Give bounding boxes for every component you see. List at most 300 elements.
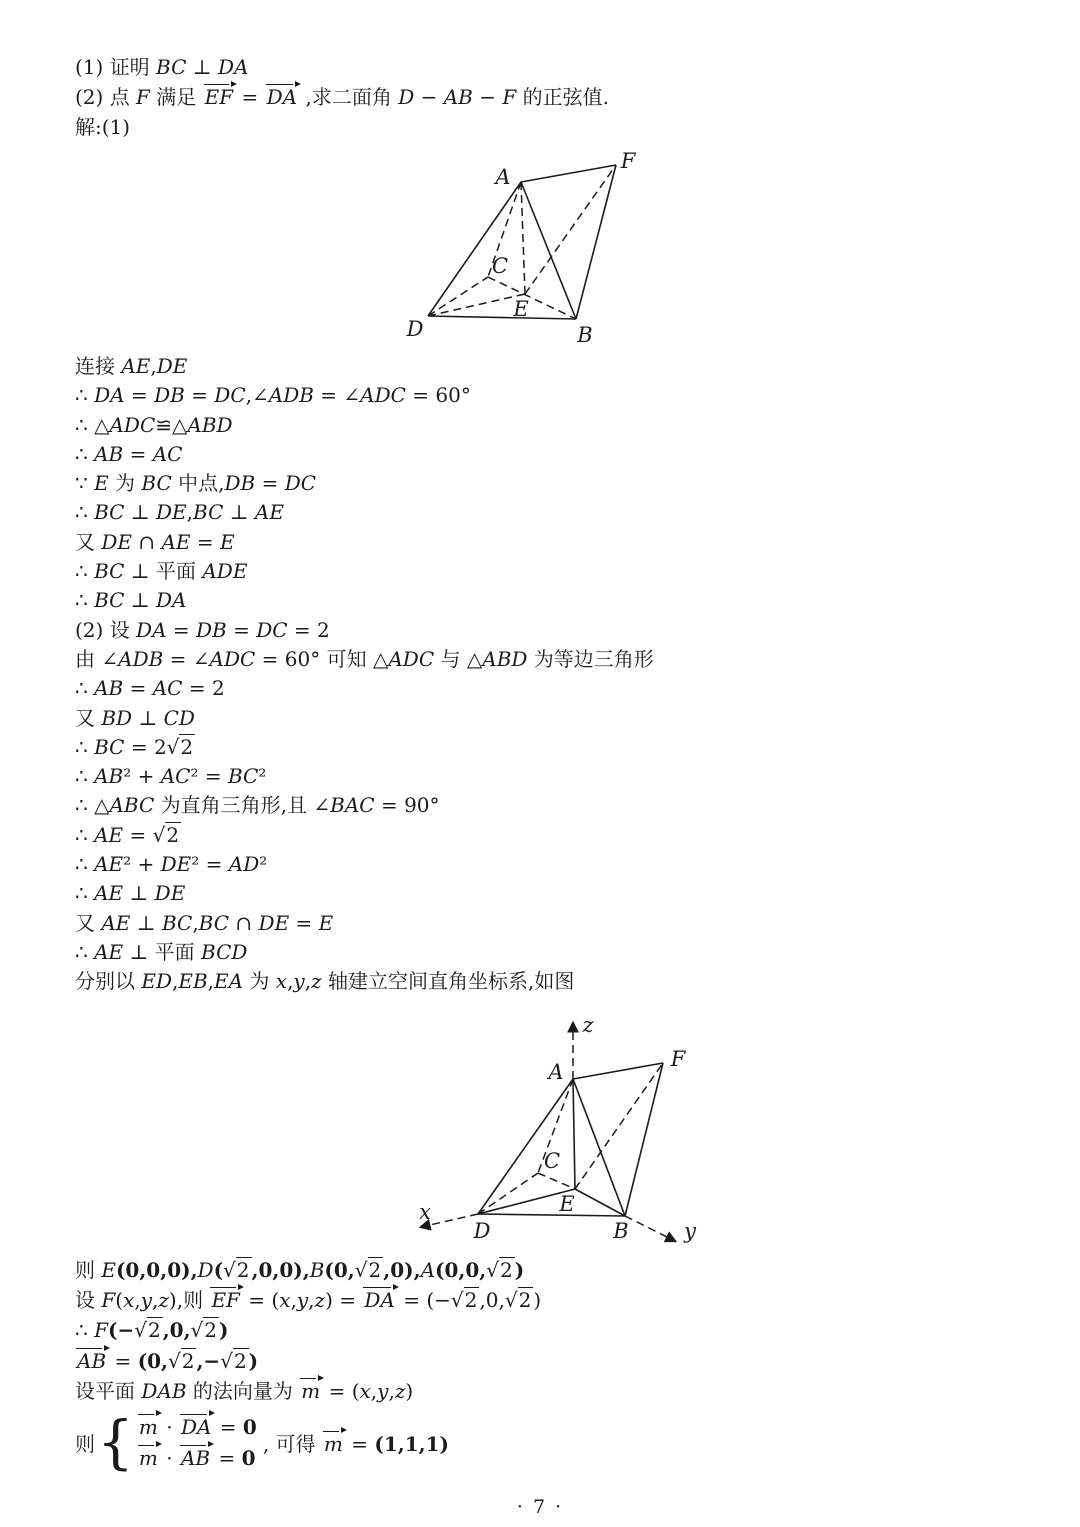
edge-FB: [576, 165, 616, 319]
text-run: ∴: [75, 441, 95, 466]
text-run: =: [123, 676, 153, 701]
vertex-label-C: C: [491, 254, 509, 278]
math-variable: EB: [178, 969, 208, 994]
vertex-label-B: B: [613, 1218, 629, 1243]
math-variable: y: [377, 1379, 389, 1404]
vector-symbol: DA: [364, 1287, 395, 1312]
sqrt-expression: [168, 1348, 196, 1373]
axis-label-z: z: [582, 1012, 594, 1037]
text-run: 为直角三角形,且 ∠: [154, 793, 331, 818]
text-run: ∩: [132, 529, 162, 554]
text-run: (2) 点: [75, 85, 137, 109]
solution-line: [75, 616, 1035, 645]
vector-symbol: AB: [77, 1348, 107, 1373]
solution-line: [75, 528, 1035, 557]
math-variable: AC: [152, 441, 183, 466]
text-run: ): [405, 1379, 414, 1404]
text-run: (1) 证明: [75, 55, 157, 79]
text-run: = 2: [287, 617, 330, 642]
solution-line: [75, 352, 1035, 381]
edge-AE: [521, 182, 525, 294]
vector-symbol: AB: [180, 1445, 211, 1470]
text-run: 又: [75, 910, 102, 935]
edge-EA: [573, 1079, 575, 1189]
sqrt-expression: [191, 1317, 219, 1342]
math-text: (0,: [324, 1257, 355, 1282]
text-run: ) =: [325, 1287, 363, 1312]
system-equation-1: [137, 1415, 257, 1439]
text-run: ),则: [168, 1287, 210, 1312]
solution-line: [75, 645, 1035, 674]
solution-line: [75, 879, 1035, 908]
math-variable: ABD: [482, 646, 528, 671]
text-run: 设: [75, 1287, 102, 1312]
math-text: (0,0,: [435, 1257, 487, 1282]
text-run: ): [533, 1287, 542, 1312]
text-run: ,: [152, 1287, 159, 1312]
text-run: ² =: [191, 852, 229, 877]
text-run: ∴: [75, 676, 95, 701]
text-run: = 90°: [374, 793, 440, 818]
text-run: 满足: [149, 85, 203, 109]
math-variable: y: [296, 1287, 309, 1312]
math-variable: B: [309, 1257, 325, 1282]
text-run: =: [166, 617, 197, 642]
solution-line: [75, 112, 1035, 142]
sqrt-expression: [153, 822, 181, 847]
text-run: ,0,: [479, 1287, 505, 1312]
math-variable: z: [311, 969, 322, 994]
math-variable: y: [140, 1287, 153, 1312]
text-run: = ∠: [313, 383, 361, 408]
vector-symbol: m: [138, 1445, 158, 1470]
text-run: ⊥: [132, 705, 164, 730]
radicand: 2: [368, 1257, 382, 1282]
radical-sign: √: [134, 1318, 147, 1343]
math-variable: BC: [94, 559, 125, 584]
text-run: 连接: [75, 354, 122, 378]
text-run: −: [414, 85, 444, 109]
figure-2-svg: [405, 1007, 705, 1255]
math-variable: DE: [160, 852, 192, 877]
system-equation-2: [137, 1446, 257, 1470]
radical-sign: √: [190, 1318, 204, 1343]
vector-symbol: EF: [204, 85, 234, 109]
text-run: ,: [370, 1379, 378, 1404]
text-run: ·: [159, 1414, 179, 1439]
math-variable: DE: [156, 500, 187, 525]
math-variable: BD: [101, 705, 133, 730]
math-variable: ABC: [109, 793, 155, 818]
text-run: ⊥: [124, 588, 156, 613]
text-run: ∴: [75, 559, 95, 584]
radicand: 2: [518, 1287, 532, 1312]
text-run: ⊥: [223, 500, 255, 525]
vector-symbol: EF: [211, 1287, 240, 1312]
math-variable: AE: [101, 910, 131, 935]
solution-line: [75, 1255, 1035, 1285]
text-run: ∴: [75, 822, 95, 847]
text-run: ,: [134, 1287, 141, 1312]
solution-line: [75, 1315, 1035, 1345]
math-variable: F: [94, 1318, 108, 1343]
figure-1-tetrahedron: [393, 146, 693, 352]
text-run: ,: [287, 969, 294, 994]
math-variable: BC: [94, 588, 125, 613]
text-run: = 60° 可知 △: [255, 646, 389, 671]
math-variable: AC: [152, 676, 183, 701]
math-text: ,0),: [383, 1257, 421, 1282]
system-result: [263, 1428, 449, 1457]
math-text: (: [213, 1257, 224, 1282]
math-variable: ADB: [118, 646, 164, 671]
radicand: 2: [204, 1318, 218, 1343]
solution-line: [75, 850, 1035, 879]
math-text: 0: [242, 1414, 257, 1439]
math-variable: F: [101, 1287, 116, 1312]
radicand: 2: [500, 1257, 513, 1282]
radical-sign: √: [167, 1348, 181, 1373]
math-variable: AE: [161, 529, 191, 554]
text-run: , 可得: [262, 1431, 322, 1456]
text-run: =: [226, 617, 257, 642]
text-run: ,: [207, 969, 215, 994]
edge-AF: [573, 1063, 663, 1079]
text-run: 则: [75, 1257, 102, 1282]
vertex-label-F: F: [670, 1046, 686, 1071]
solution-line: [75, 967, 1035, 996]
text-run: ⊥: [186, 55, 218, 79]
radical-sign: √: [166, 734, 180, 759]
text-run: =: [213, 1414, 243, 1439]
math-variable: AE: [94, 852, 124, 877]
math-variable: AB: [94, 764, 124, 789]
text-run: =: [235, 85, 265, 109]
math-variable: DC: [284, 471, 317, 496]
solution-line: [75, 82, 1035, 112]
text-run: 分别以: [75, 969, 142, 994]
text-run: 为: [108, 471, 142, 496]
math-variable: x: [123, 1287, 135, 1312]
text-run: ²: [259, 852, 268, 877]
text-run: =: [124, 383, 155, 408]
math-variable: E: [220, 529, 235, 554]
text-run: ∴: [75, 939, 95, 964]
math-variable: AD: [228, 852, 260, 877]
text-run: =: [190, 529, 221, 554]
edge-AB: [521, 182, 576, 319]
text-run: ² +: [123, 764, 161, 789]
solution-line: [75, 52, 1035, 82]
text-run: 设平面: [75, 1379, 142, 1404]
text-run: = (: [241, 1287, 280, 1312]
y-axis: [625, 1216, 675, 1241]
text-run: ,: [186, 500, 193, 525]
math-variable: DAB: [141, 1379, 187, 1404]
text-run: = ∠: [163, 646, 210, 671]
sqrt-expression: [355, 1257, 383, 1282]
text-run: 中点,: [171, 471, 225, 496]
vertex-label-D: D: [473, 1218, 491, 1243]
math-variable: DE: [101, 529, 132, 554]
solution-line: [75, 821, 1035, 850]
text-run: = (: [322, 1379, 360, 1404]
math-text: (0,: [137, 1348, 168, 1373]
radical-sign: √: [486, 1257, 499, 1282]
vector-symbol: m: [323, 1431, 343, 1456]
math-variable: z: [394, 1379, 406, 1404]
radical-sign: √: [223, 1257, 236, 1282]
solution-line: [75, 586, 1035, 615]
math-text: ): [514, 1257, 525, 1282]
system-prefix: [75, 1428, 95, 1457]
math-variable: ADC: [360, 383, 406, 408]
radicand: 2: [233, 1348, 247, 1373]
math-variable: AE: [94, 939, 124, 964]
text-run: ∴ △: [75, 793, 110, 818]
math-variable: x: [279, 1287, 291, 1312]
text-run: 为等边三角形: [527, 646, 654, 671]
math-variable: DA: [136, 617, 167, 642]
sqrt-expression: [220, 1348, 248, 1373]
text-run: 则: [75, 1431, 95, 1456]
radical-sign: √: [152, 822, 166, 847]
text-run: ⊥ 平面: [123, 939, 202, 964]
math-variable: DE: [258, 910, 290, 935]
text-run: ,求二面角: [299, 85, 399, 109]
vertex-label-F: F: [620, 149, 636, 173]
text-run: ∴ △: [75, 412, 110, 437]
text-run: 轴建立空间直角坐标系,如图: [321, 969, 575, 994]
math-variable: DB: [224, 471, 256, 496]
text-run: ⊥ 平面: [124, 559, 203, 584]
text-run: ∴: [75, 500, 95, 525]
equation-system-line: [75, 1407, 1035, 1476]
math-variable: AC: [160, 764, 191, 789]
sqrt-expression: [134, 1317, 162, 1342]
math-variable: F: [502, 85, 517, 109]
sqrt-expression: [167, 734, 195, 759]
math-variable: A: [420, 1257, 436, 1282]
math-variable: AE: [121, 354, 151, 378]
math-variable: DE: [154, 881, 186, 906]
text-run: 又: [75, 529, 102, 554]
solution-line: [75, 762, 1035, 791]
math-text: ): [219, 1318, 229, 1343]
vector-symbol: DA: [180, 1414, 212, 1439]
edge-EB: [575, 1189, 625, 1216]
text-run: ⊥: [123, 881, 155, 906]
text-run: = 2: [182, 676, 225, 701]
math-variable: BC: [94, 734, 125, 759]
math-variable: ADC: [109, 412, 156, 437]
radicand: 2: [166, 822, 180, 847]
math-variable: BC: [141, 471, 172, 496]
math-variable: x: [359, 1379, 371, 1404]
solution-line: [75, 1346, 1035, 1376]
solution-line: [75, 557, 1035, 586]
text-run: (: [115, 1287, 124, 1312]
text-run: 为: [243, 969, 276, 994]
vertex-label-C: C: [543, 1148, 561, 1173]
vertex-label-E: E: [513, 297, 529, 321]
text-run: ∴: [75, 764, 95, 789]
text-run: ∴: [75, 734, 95, 759]
text-run: =: [344, 1431, 375, 1456]
solution-line: [75, 704, 1035, 733]
math-variable: AB: [94, 676, 124, 701]
solution-line: [75, 791, 1035, 820]
math-variable: ADE: [202, 559, 248, 584]
edge-DC: [428, 277, 488, 316]
vector-symbol: m: [138, 1414, 158, 1439]
text-run: = 60°: [405, 383, 471, 408]
radical-sign: √: [220, 1348, 233, 1373]
edge-FB: [625, 1063, 663, 1216]
math-variable: BC: [193, 500, 224, 525]
text-run: ⊥: [130, 910, 162, 935]
math-variable: DC: [214, 383, 246, 408]
math-variable: z: [158, 1287, 169, 1312]
math-variable: x: [275, 969, 288, 994]
math-text: ,0,0),: [251, 1257, 310, 1282]
text-run: ,: [192, 910, 199, 935]
math-variable: E: [101, 1257, 116, 1282]
solution-line: [75, 381, 1035, 410]
text-run: =: [289, 910, 319, 935]
edge-AF: [521, 165, 616, 182]
solution-line: [75, 674, 1035, 703]
solution-line: [75, 469, 1035, 498]
text-run: ⊥: [124, 500, 156, 525]
solution-line: [75, 909, 1035, 938]
math-text: (−: [107, 1318, 135, 1343]
radicand: 2: [147, 1318, 161, 1343]
math-variable: BC: [156, 55, 187, 79]
math-text: ,−: [196, 1348, 221, 1373]
text-run: ∴: [75, 588, 95, 613]
math-variable: E: [318, 910, 334, 935]
text-run: (2) 设: [75, 617, 137, 642]
coordinate-calculation: [75, 1255, 1035, 1407]
text-run: ∴: [75, 881, 95, 906]
text-run: ≌△: [155, 412, 188, 437]
text-run: =: [123, 441, 153, 466]
text-run: ²: [258, 764, 267, 789]
math-variable: BC: [227, 764, 259, 789]
text-run: ,: [150, 354, 157, 378]
text-run: 的法向量为: [186, 1379, 300, 1404]
math-variable: BCD: [201, 939, 248, 964]
math-variable: ED: [141, 969, 172, 994]
axis-label-y: y: [684, 1218, 696, 1243]
edge-EF: [575, 1063, 663, 1189]
math-text: (1,1,1): [374, 1431, 449, 1456]
edge-DC: [478, 1173, 538, 1214]
math-text: (0,0,0),: [115, 1257, 198, 1282]
figure-1-svg: [393, 146, 693, 352]
math-text: ,0,: [162, 1318, 191, 1343]
math-variable: F: [136, 85, 150, 109]
edge-EF: [525, 165, 616, 294]
text-run: = 2: [124, 734, 167, 759]
edge-AB: [573, 1079, 625, 1216]
math-variable: AE: [254, 500, 284, 525]
math-variable: BC: [161, 910, 193, 935]
text-run: 的正弦值.: [516, 85, 609, 109]
math-variable: DB: [154, 383, 185, 408]
vector-symbol: m: [301, 1379, 321, 1404]
vertex-label-D: D: [406, 317, 424, 341]
math-variable: y: [293, 969, 305, 994]
math-variable: DB: [196, 617, 227, 642]
radicand: 2: [181, 1348, 195, 1373]
math-variable: AE: [94, 822, 124, 847]
radical-sign: √: [504, 1287, 518, 1312]
vertex-label-E: E: [559, 1191, 575, 1216]
text-run: ,: [172, 969, 179, 994]
problem-statement: [75, 52, 1035, 142]
text-run: ² =: [190, 764, 228, 789]
math-variable: DC: [256, 617, 288, 642]
math-variable: DA: [217, 55, 249, 79]
text-run: 由 ∠: [75, 646, 119, 671]
proof-part1-and-part2: [75, 352, 1035, 997]
solution-line: [75, 1376, 1035, 1406]
math-variable: DE: [156, 354, 188, 378]
math-text: 0: [241, 1445, 256, 1470]
text-run: = (−: [396, 1287, 451, 1312]
left-brace: {: [97, 1407, 134, 1476]
edge-DE: [428, 294, 525, 316]
math-variable: BC: [198, 910, 230, 935]
math-variable: CD: [163, 705, 195, 730]
math-variable: AB: [94, 441, 124, 466]
radical-sign: √: [354, 1257, 368, 1282]
text-run: ∩: [229, 910, 259, 935]
edge-DA: [428, 182, 521, 316]
sqrt-expression: [486, 1257, 514, 1282]
text-run: ,: [290, 1287, 297, 1312]
math-variable: DA: [94, 383, 125, 408]
text-run: ,∠: [245, 383, 269, 408]
text-run: ∴: [75, 1318, 95, 1343]
text-run: =: [255, 471, 285, 496]
text-run: ·: [159, 1445, 179, 1470]
math-variable: AB: [443, 85, 473, 109]
text-run: ∴: [75, 852, 95, 877]
math-variable: D: [398, 85, 415, 109]
math-variable: AE: [94, 881, 124, 906]
math-variable: E: [94, 471, 109, 496]
solution-line: [75, 733, 1035, 762]
math-variable: DA: [156, 588, 187, 613]
text-run: =: [184, 383, 215, 408]
solution-line: [75, 938, 1035, 967]
text-run: =: [108, 1348, 138, 1373]
page-number: · 7 ·: [516, 1496, 564, 1518]
radicand: 2: [236, 1257, 250, 1282]
text-run: ² +: [123, 852, 161, 877]
solution-line: [75, 1285, 1035, 1315]
edge-CE: [538, 1173, 575, 1189]
math-variable: BAC: [330, 793, 375, 818]
radicand: 2: [464, 1287, 478, 1312]
system-equations: [137, 1415, 257, 1470]
solution-line: [75, 440, 1035, 469]
text-run: =: [123, 822, 153, 847]
edge-CB: [488, 277, 576, 319]
